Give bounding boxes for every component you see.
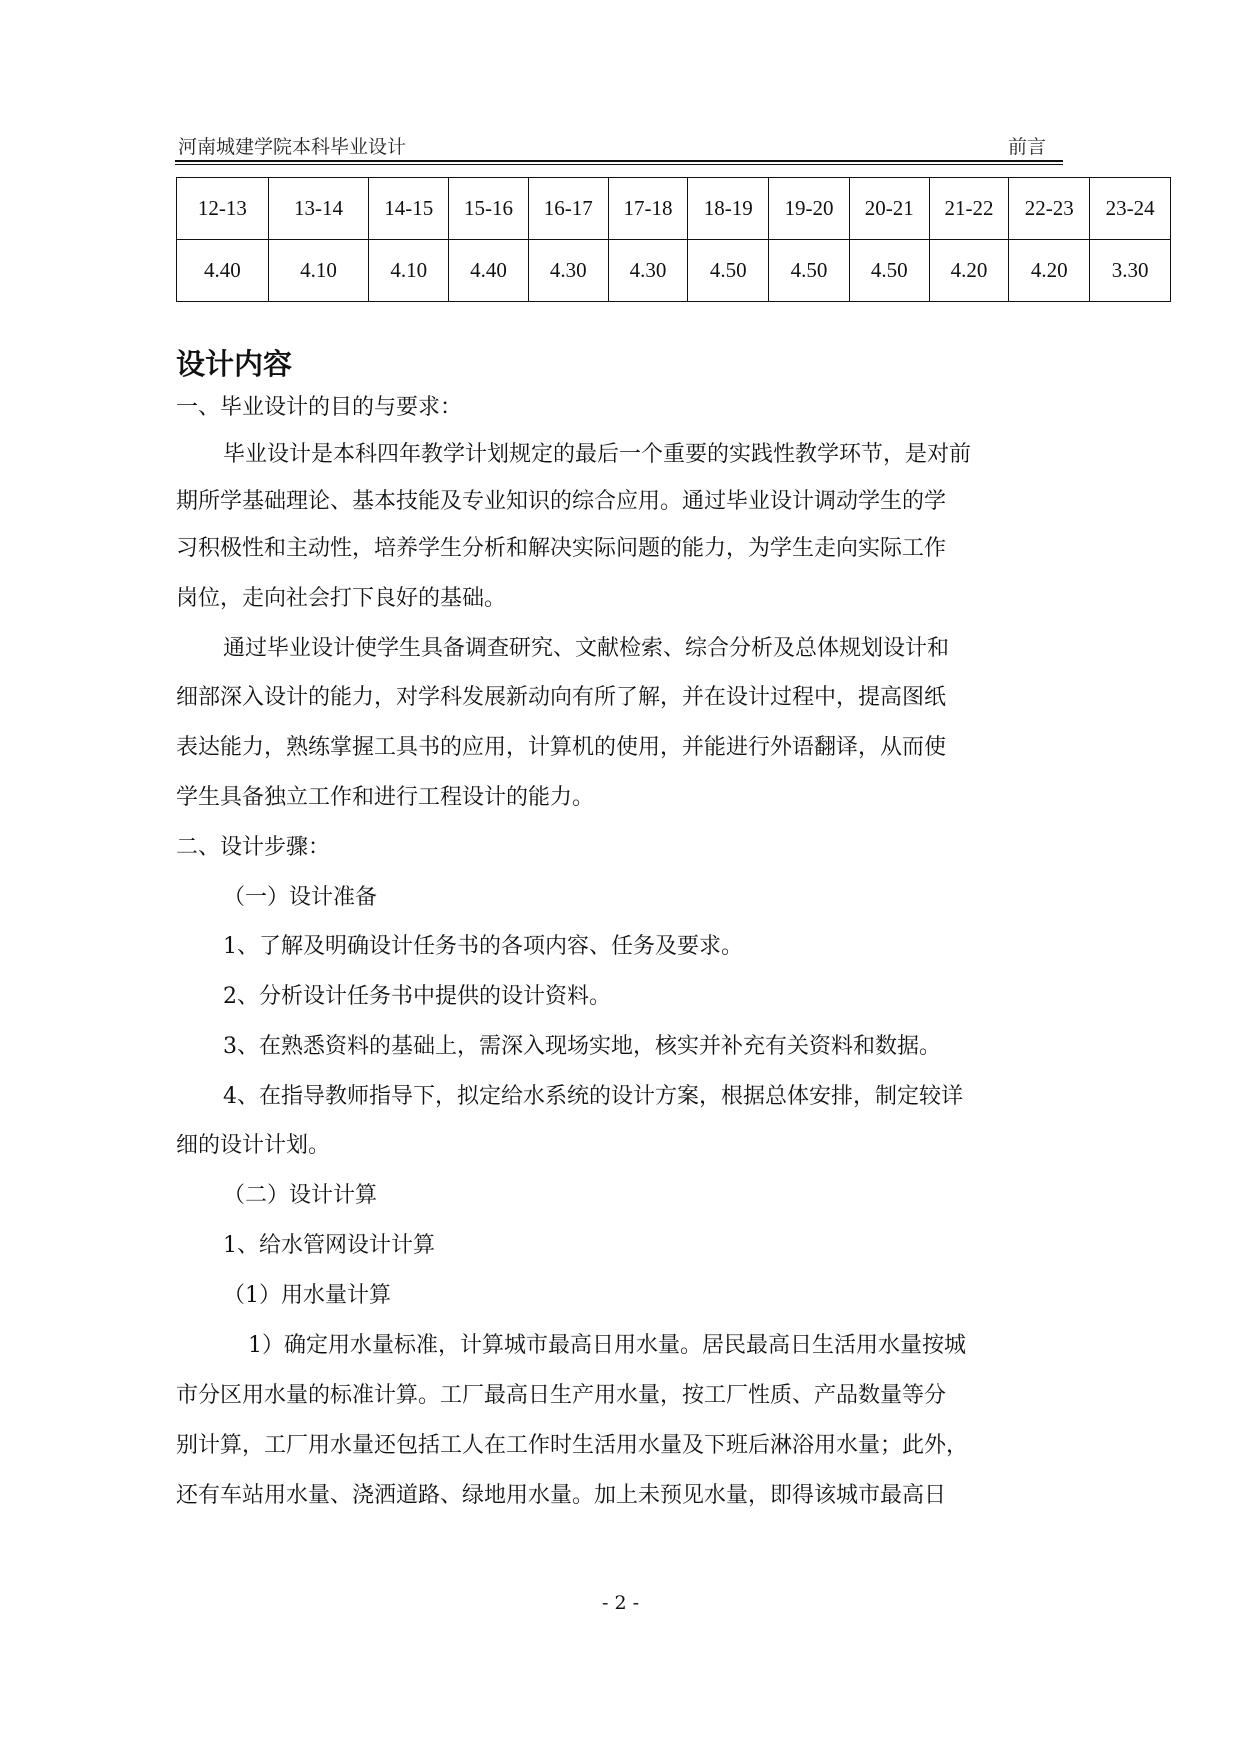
table-cell: 19-20 [769,178,850,240]
table-cell: 20-21 [849,178,929,240]
paragraph-line: 别计算，工厂用水量还包括工人在工作时生活用水量及下班后淋浴用水量；此外， [176,1433,969,1458]
paragraph-line: （一）设计准备 [223,885,378,910]
table-cell: 23-24 [1090,178,1171,240]
table-cell: 4.20 [929,240,1009,302]
paragraph-line: （二）设计计算 [223,1183,378,1208]
table-cell: 12-13 [177,178,269,240]
paragraph-line: 细的设计计划。 [176,1133,331,1158]
paragraph-line: 还有车站用水量、浇洒道路、绿地用水量。加上未预见水量，即得该城市最高日 [176,1483,947,1508]
table-cell: 4.20 [1009,240,1090,302]
table-cell: 3.30 [1090,240,1171,302]
page-number: - 2 - [601,1592,639,1614]
header-rule-thin [175,164,1063,165]
table-cell: 15-16 [449,178,529,240]
table-cell: 4.10 [369,240,449,302]
paragraph-line: 1、给水管网设计计算 [223,1233,435,1258]
paragraph-line: 毕业设计是本科四年教学计划规定的最后一个重要的实践性教学环节，是对前 [223,442,972,467]
table-cell: 4.50 [769,240,850,302]
paragraph-line: 2、分析设计任务书中提供的设计资料。 [223,984,611,1009]
table-cell: 4.10 [268,240,369,302]
table-cell: 16-17 [528,178,608,240]
table-cell: 14-15 [369,178,449,240]
paragraph-line: 4、在指导教师指导下，拟定给水系统的设计方案，根据总体安排，制定较详 [223,1084,963,1109]
table-row-values [177,240,1171,302]
table-cell: 22-23 [1009,178,1090,240]
paragraph-line: 岗位，走向社会打下良好的基础。 [176,586,507,611]
hourly-table [176,177,1171,302]
table-cell: 17-18 [608,178,688,240]
paragraph-line: 市分区用水量的标准计算。工厂最高日生产用水量，按工厂性质、产品数量等分 [176,1383,947,1408]
paragraph-line: 3、在熟悉资料的基础上，需深入现场实地，核实并补充有关资料和数据。 [223,1034,941,1059]
paragraph-line: 通过毕业设计使学生具备调查研究、文献检索、综合分析及总体规划设计和 [223,636,950,661]
paragraph-line: 习积极性和主动性，培养学生分析和解决实际问题的能力，为学生走向实际工作 [176,536,947,561]
paragraph-line: （1）用水量计算 [223,1283,391,1308]
header-right: 前言 [1007,136,1046,158]
table-cell: 4.30 [608,240,688,302]
table-cell: 18-19 [688,178,769,240]
header-rule-thick [175,160,1063,162]
table-cell: 4.30 [528,240,608,302]
table-cell: 21-22 [929,178,1009,240]
page-header [178,132,1061,162]
table-cell: 13-14 [268,178,369,240]
paragraph-line: 表达能力，熟练掌握工具书的应用，计算机的使用，并能进行外语翻译，从而使 [176,735,947,760]
table-row-hours [177,178,1171,240]
paragraph-line: 细部深入设计的能力，对学科发展新动向有所了解，并在设计过程中，提高图纸 [176,685,947,710]
paragraph-line: 学生具备独立工作和进行工程设计的能力。 [176,785,595,810]
paragraph-line: 二、设计步骤： [176,835,331,860]
table-cell: 4.40 [177,240,269,302]
paragraph-line: 期所学基础理论、基本技能及专业知识的综合应用。通过毕业设计调动学生的学 [176,489,947,514]
paragraph-line: 一、毕业设计的目的与要求： [176,395,463,420]
table-cell: 4.50 [849,240,929,302]
paragraph-line: 1）确定用水量标准，计算城市最高日用水量。居民最高日生活用水量按城 [248,1333,966,1358]
paragraph-line: 1、了解及明确设计任务书的各项内容、任务及要求。 [223,934,743,959]
section-title: 设计内容 [176,347,293,381]
table-cell: 4.50 [688,240,769,302]
table-cell: 4.40 [449,240,529,302]
header-left: 河南城建学院本科毕业设计 [178,136,407,158]
